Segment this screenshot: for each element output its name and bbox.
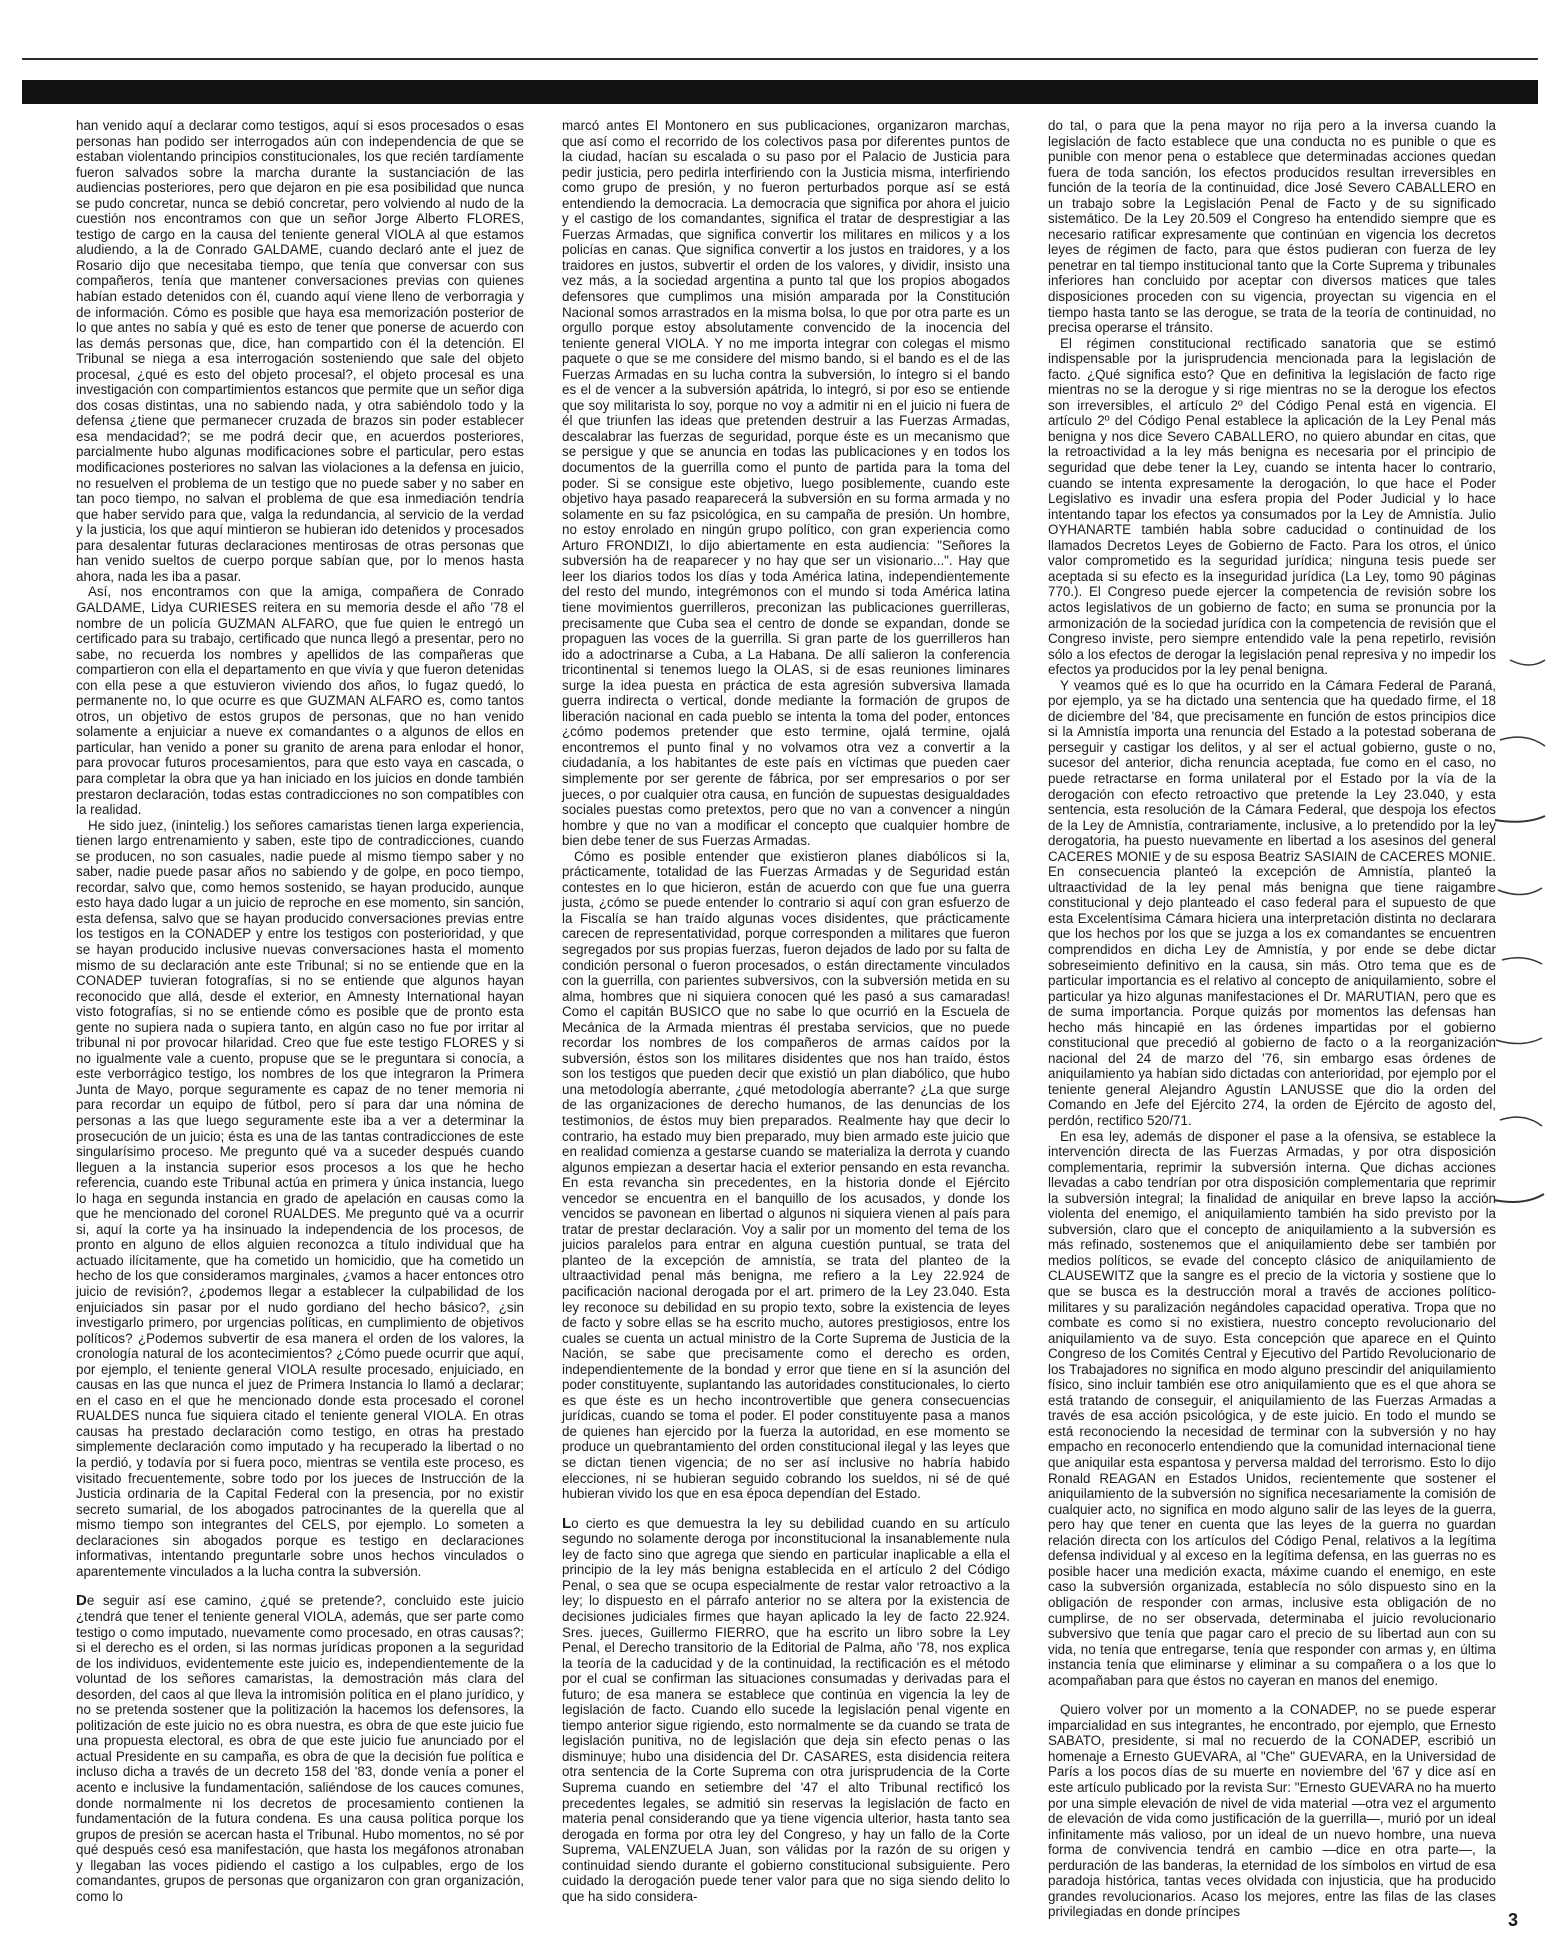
column-1 [76, 118, 524, 1904]
paragraph: En esa ley, además de disponer el pase a la ofensiva, se establece la intervención directa de las Fuerzas Armadas, y por otra disposición complementaria, reprimir la subversión interna. Que dichas acciones llevadas a cabo tendrían por otra disposición complementaria que reprimir la subversión integral; la finalidad de aniquilar en breve lapso la acción violenta del enemigo, el aniquilamiento también ha sido previsto por la subversión, claro que el concepto de aniquilamiento a la subversión es más refinado, sostenemos que el aniquilamiento debe ser también por medios políticos, se evade del concepto clásico de aniquilamiento de CLAUSEWITZ que la sangre es el precio de la victoria y sostiene que lo que se busca es la destrucción moral a través de acciones político-militares y su paralización negándoles capacidad operativa. Tropa que no combate es como si no existiera, nuestro concepto revolucionario del aniquilamiento va de suyo. Esta concepción que aparece en el Quinto Congreso de los Comités Central y Ejecutivo del Partido Revolucionario de los Trabajadores no significa en modo alguno prescindir del aniquilamiento físico, sino incluir también ese otro aniquilamiento que es el que ahora se está tratando de conseguir, el aniquilamiento de las Fuerzas Armadas a través de esa acción psicológica, y de este juicio. En todo el mundo se está reconociendo la necesidad de terminar con la subversión y no hay empacho en reconocerlo entendiendo que la comunidad internacional tiene que aniquilar esta espantosa y perversa maldad del terrorismo. Esto lo dijo Ronald REAGAN en Estados Unidos, recientemente que sostener el aniquilamiento de la subversión no significa necesariamente la comisión de cualquier acto, no significa en modo alguno salir de las leyes de la guerra, pero hay que tener en cuenta que las leyes de la guerra no guardan relación directa con los artículos del Código Penal, relativos a la legítima defensa individual y al exceso en la legítima defensa, en las guerras no es posible hacer una medición exacta, máxime cuando el enemigo, en este caso la subversión organizada, establecía no sólo dispuesto sino en la obligación de responder con armas, inclusive esta obligación de no cumplirse, de no ser observada, determinaba el juicio revolucionario subversivo que tenía que pagar caro el precio de su libertad aun con su vida, no tenía que entregarse, tenía que responder con armas y, en última instancia tenía que eliminarse y eliminar a su compañera o a los que lo acompañaban para que éstos no cayeran en manos del enemigo. [1048, 1128, 1496, 1688]
column-2 [562, 118, 1010, 1904]
paragraph: han venido aquí a declarar como testigos, aquí si esos procesados o esas personas han podido ser interrogados aún con independencia de que se estaban violentando principios constitucionales, los que recién tardíamente fueron salvados sobre la marcha durante la sustanciación de las audiencias posteriores, pero que dejaron en pie esa posibilidad que nunca se pudo concretar, nunca se debió concretar, pero volviendo al nudo de la cuestión nos encontramos con que un señor Jorge Alberto FLORES, testigo de cargo en la causa del teniente general VIOLA al que estamos aludiendo, a la de Conrado GALDAME, cuando declaró ante el juez de Rosario dijo que necesitaba tiempo, que tenía que conversar con sus compañeros, tenía que mantener conversaciones previas con quienes habían estado detenidos con él, cuando aquí viene lleno de verborragia y de información. Cómo es posible que haya esa memorización posterior de lo que antes no sabía y qué es esto de tener que ponerse de acuerdo con las demás personas que, dice, han compartido con él la detención. El Tribunal se niega a esa interrogación sosteniendo que sale del objeto procesal, ¿qué es esto del objeto procesal?, el objeto procesal es una investigación con compartimientos estancos que permite que un señor diga dos cosas distintas, una no sabiendo nada, y otra sabiéndolo todo y la defensa ¿tiene que permanecer cruzada de brazos sin poder establecer esa mendacidad?; se me podrá decir que, en acuerdos posteriores, parcialmente hubo algunas modificaciones sobre el particular, pero estas modificaciones posteriores no salvan las violaciones a la defensa en juicio, no resuelven el problema de un testigo que no puede saber y no saber en tan poco tiempo, no salvan el problema de que esa inmediación tendría que haber servido para que, valga la redundancia, al servicio de la verdad y la justicia, los que aquí mintieron se hubieran ido detenidos y procesados para desalentar futuras declaraciones mentirosas de otras personas que han venido sueltos de cuerpo porque sabían que, por lo menos hasta ahora, nada les iba a pasar. [76, 118, 524, 584]
paragraph: De seguir así ese camino, ¿qué se pretende?, concluido este juicio ¿tendrá que tener el teniente general VIOLA, además, que ser parte como testigo o como imputado, nuevamente como procesado, en otras causas?; si el derecho es el orden, si las normas jurídicas proponen a la seguridad de los individuos, evidentemente este juicio es, independientemente de la voluntad de los señores camaristas, la demostración más clara del desorden, del caos al que lleva la intromisión política en el plano jurídico, y no se pretenda sostener que la politización la hacemos los defensores, la politización de este juicio no es obra nuestra, es obra de que este juicio fue una propuesta electoral, es obra de que este juicio fue anunciado por el actual Presidente en su campaña, es obra de que la decisión fue política e incluso dicha a través de un decreto 158 del '83, donde venía a poner el acento e inclusive la fundamentación, saliéndose de los cauces comunes, donde normalmente ni los decretos de procesamiento contienen la fundamentación de la futura condena. Es una causa política porque los grupos de presión se acercan hasta el Tribunal. Hubo momentos, no sé por qué después cesó esa manifestación, que hasta los megáfonos atronaban y llegaban las voces pidiendo el castigo a los culpables, ergo de los comandantes, grupos de personas que organizaron con gran organización, como lo [76, 1592, 524, 1904]
column-3 [1048, 118, 1496, 1920]
page-number: 3 [1507, 1910, 1518, 1930]
paragraph: Quiero volver por un momento a la CONADEP, no se puede esperar imparcialidad en sus integrantes, he encontrado, por ejemplo, que Ernesto SABATO, presidente, si mal no recuerdo de la CONADEP, escribió un homenaje a Ernesto GUEVARA, al "Che" GUEVARA, en la Universidad de París a los pocos días de su muerte en noviembre del '67 y dice así en este artículo publicado por la revista Sur: "Ernesto GUEVARA no ha muerto por una simple elevación de nivel de vida material —otra vez el argumento de elevación de vida como justificación de la guerrilla—, murió por un ideal infinitamente más valioso, por un ideal de un nuevo hombre, una nueva forma de convivencia tendrá en cambio —dice en otra parte—, la perduración de las banderas, la eternidad de los símbolos en virtud de esa paradoja histórica, tantas veces olvidada con injusticia, que ha producido grandes revolucionarios. Acaso los mejores, entre las filas de las clases privilegiadas en donde príncipes [1048, 1702, 1496, 1920]
paragraph: Así, nos encontramos con que la amiga, compañera de Conrado GALDAME, Lidya CURIESES reitera en su memoria desde el año '78 el nombre de un policía GUZMAN ALFARO, que fue quien le entregó un certificado para su trabajo, certificado que nunca llegó a presentar, pero no sabe, no recuerda los nombres y apellidos de las compañeras que compartieron con ella el departamento en que vivía y que fueron detenidas con ella pese a que estuvieron viviendo dos años, lo fugaz quedó, lo permanente no, lo que ocurre es que GUZMAN ALFARO es, como tantos otros, un objetivo de estos grupos de personas, que no han venido solamente a enjuiciar a nueve ex comandantes o a algunos de ellos en particular, han venido a poner su granito de arena para enlodar el honor, para provocar futuros procesamientos, para que esto vaya en cascada, o para completar la obra que ya han iniciado en los juicios en donde también prestaron declaración, todas estas contradicciones no son compatibles con la realidad. [76, 584, 524, 818]
margin-scribble-marks [1490, 640, 1560, 1340]
paragraph: He sido juez, (inintelig.) los señores camaristas tienen larga experiencia, tienen largo entrenamiento y saben, este tipo de contradicciones, cuando se producen, no son casuales, nadie puede al mismo tiempo saber y no saber, nadie puede pasar años no sabiendo y de golpe, en poco tiempo, recordar, salvo que, como hemos sostenido, se hayan producido, aunque esto haya dado lugar a un juicio de reproche en ese momento, sin sanción, esta defensa, salvo que se hayan producido conversaciones previas entre los testigos en la CONADEP y entre los testigos con posterioridad, y que se hayan producido inclusive nuevas conversaciones hasta el momento mismo de su declaración ante este Tribunal; si no se entiende que en la CONADEP tuvieran fotografías, si no se entiende que algunos hayan reconocido que allá, desde el exterior, en Amnesty International hayan visto fotografías, si no se entiende cómo es posible que de pronto esta gente no supiera nada o supiera tanto, en algún caso no fue por irritar al tribunal ni por provocar hilaridad. Creo que fue este testigo FLORES y si no igualmente vale a cuento, propuse que se le preguntara si conocía, a este verborrágico testigo, los nombres de los que integraron la Primera Junta de Mayo, porque seguramente es capaz de no tener memoria ni para recordar un equipo de fútbol, pero sí para dar una nómina de personas a las que luego seguramente este iba a ver a determinar la prosecución de un juicio; ésta es una de las tantas contradicciones de este singularísimo proceso. Me pregunto qué va a suceder después cuando lleguen a la instancia superior esos procesos a los que he hecho referencia, cuando este Tribunal actúa en primera y única instancia, luego lo haga en segunda instancia en grado de apelación en causas como la que he mencionado del coronel RUALDES. Me pregunto qué va a ocurrir si, aquí la corte ya ha insinuado la independencia de los procesos, de pronto en alguno de ellos alguien reconozca a título individual que ha actuado ilícitamente, que ha cometido un homicidio, que ha cometido un hecho de los que consideramos marginales, ¿vamos a hacer entonces otro juicio de revisión?, ¿podemos llegar a establecer la culpabilidad de los enjuiciados sin pasar por el nudo gordiano del hecho básico?, ¿sin investigarlo primero, por urgencias políticas, en cumplimiento de objetivos políticos? ¿Podemos subvertir de esa manera el orden de los valores, la cronología natural de los acontecimientos? ¿Cómo puede ocurrir que aquí, por ejemplo, el teniente general VIOLA resulte procesado, enjuiciado, en causas en las que nunca el juez de Primera Instancia lo llamó a declarar; en el caso en el que he mencionado donde esta procesado el coronel RUALDES nunca fue siquiera citado el teniente general VIOLA. En otras causas ha prestado declaración como testigo, en otras ha prestado simplemente declaración como imputado y ha recuperado la libertad o no la perdió, y todavía por si fuera poco, mientras se ventila este proceso, es visitado frecuentemente, sobre todo por los jueces de Instrucción de la Justicia ordinaria de la Capital Federal con la presencia, por no existir secreto sumarial, de los abogados patrocinantes de la querella que al mismo tiempo son integrantes del CELS, por ejemplo. Lo someten a declaraciones sin abogados porque es testigo en declaraciones informativas, intentando preguntarle sobre unos hechos vinculados o aparentemente vinculados a la lucha contra la subversión. [76, 817, 524, 1579]
paragraph: marcó antes El Montonero en sus publicaciones, organizaron marchas, que así como el recorrido de los colectivos pasa por diferentes puntos de la ciudad, hacían su escalada o su paso por el Palacio de Justicia para pedir justicia, pero pedirla interfiriendo con la Justicia misma, interfiriendo como grupo de presión, y no fueron perturbados porque así se está entendiendo la democracia. La democracia que significa por ahora el juicio y el castigo de los comandantes, significa el tratar de desprestigiar a las Fuerzas Armadas, que significa convertir los militares en milicos y a los policías en canas. Que significa convertir a los justos en traidores, y a los traidores en justos, subvertir el orden de los valores, y dividir, insisto una vez más, a la sociedad argentina a punto tal que los propios abogados defensores que cumplimos una misión amparada por la Constitución Nacional somos arrastrados en la misma bolsa, lo que por otra parte es un orgullo porque estoy absolutamente convencido de la inocencia del teniente general VIOLA. Y no me importa integrar con colegas el mismo paquete o que se me considere del mismo bando, si el bando es el de las Fuerzas Armadas en su lucha contra la subversión, lo íntegro si el bando es el de vencer a la subversión apátrida, lo integró, si por eso se entiende que soy militarista lo soy, porque no voy a admitir ni en el juicio ni fuera de él que triunfen las ideas que pretenden destruir a las Fuerzas Armadas, descalabrar las fuerzas de seguridad, porque éste es un mecanismo que se persigue y que se anuncia en todas las publicaciones y en todos los documentos de la guerrilla como el punto de partida para la toma del poder. Si se consigue este objetivo, luego posiblemente, cuando este objetivo haya pasado reaparecerá la subversión en su forma armada y no solamente en su faz psicológica, en su campaña de presión. Un hombre, no estoy enrolado en ningún grupo político, con gran experiencia como Arturo FRONDIZI, lo dijo abiertamente en esta audiencia: "Señores la subversión ha de reaparecer y no hay que ser un visionario...". Hay que leer los diarios todos los días y toda América latina, independientemente del resto del mundo, integrémonos con el mundo si toda América latina tiene movimientos guerrilleros, preconizan las publicaciones guerrilleras, precisamente que Cuba sea el centro de donde se expandan, donde se propaguen las voces de la guerrilla. Si gran parte de los guerrilleros han ido a adoctrinarse a Cuba, a La Habana. De allí salieron la conferencia tricontinental si tenemos luego la OLAS, si de esas reuniones liminares surge la idea puesta en práctica de esta agresión subversiva llamada guerra indirecta o vertical, donde mediante la formación de grupos de liberación nacional en cada pueblo se intenta la toma del poder, entonces ¿cómo podemos pretender que esto termine, ojalá termine, ojalá encontremos el punto final y no volvamos otra vez a convertir a la ciudadanía, a los habitantes de este país en víctimas que pueden caer simplemente por ser gerente de fábrica, por ser empresarios o por ser jueces, o por cualquier otra causa, en función de supuestas desigualdades sociales puestas como pretextos, pero que no van a convencer a ningún hombre y que no van a modificar el concepto que cualquier hombre de bien debe tener de sus Fuerzas Armadas. [562, 118, 1010, 849]
paragraph: El régimen constitucional rectificado sanatoria que se estimó indispensable por la jurisprudencia mencionada para la legislación de facto. ¿Qué significa esto? Que en definitiva la legislación de facto rige mientras no se la derogue y si rige mientras no se la derogue los efectos son irreversibles, el artículo 2º del Código Penal está en vigencia. El artículo 2º del Código Penal establece la aplicación de la Ley Penal más benigna y nos dice Severo CABALLERO, no quiero abundar en citas, que la retroactividad a la ley más benigna es necesaria por el principio de seguridad que debe tener la Ley, cuando se intenta hacer lo contrario, cuando se intenta expresamente la derogación, lo que hace el Poder Legislativo es invadir una esfera propia del Poder Judicial y lo hace intentando tapar los efectos ya consumados por la Ley de Amnistía. Julio OYHANARTE también habla sobre caducidad o continuidad de los llamados Decretos Leyes de Gobierno de Facto. Para los otros, el único valor comprometido es la seguridad jurídica; ninguna tesis puede ser aceptada si su efecto es la inseguridad jurídica (La Ley, tomo 90 páginas 770.). El Congreso puede ejercer la competencia de revisión sobre los actos legislativos de un gobierno de facto; en suma se pronuncia por la armonización de la sociedad jurídica con la competencia de revisión que el Congreso inviste, pero siempre entendido vale la pena repetirlo, revisión sólo a los efectos de derogar la legislación penal represiva y no impedir los efectos ya producidos por la ley penal benigna. [1048, 335, 1496, 678]
header-band [22, 80, 1538, 104]
top-rule [22, 58, 1538, 60]
paragraph: Y veamos qué es lo que ha ocurrido en la Cámara Federal de Paraná, por ejemplo, ya se ha dictado una sentencia que ha quedado firme, el 18 de diciembre del '84, que precisamente en función de estos principios dice si la Amnistía importa una renuncia del Estado a la potestad soberana de perseguir y castigar los delitos, y al ser el actual gobierno, guste o no, sucesor del anterior, dicha renuncia aceptada, fue como en el caso, no puede retractarse en forma unilateral por el Estado por la vía de la derogación con efecto retroactivo que pretende la Ley 23.040, y esta sentencia, esta resolución de la Cámara Federal, que despoja los efectos de la Ley de Amnistía, contrariamente, inclusive, a lo pretendido por la ley derogatoria, ha puesto nuevamente en libertad a los asesinos del general CACERES MONIE y de su esposa Beatriz SASIAIN de CACERES MONIE. En consecuencia planteó la excepción de Amnistía, planteó la ultraactividad de la ley penal más benigna que tiene raigambre constitucional y dejo planteado el caso federal para el supuesto de que esta Excelentísima Cámara hiciera una interpretación distinta no declarara que los hechos por los que se juzga a los ex comandantes se encuentren comprendidos en dicha Ley de Amnistía, y por ende se debe dictar sobreseimiento definitivo en la causa, sin más. Otro tema que es de particular importancia es el relativo al concepto de aniquilamiento, sobre el particular ya hizo algunas manifestaciones el Dr. MARUTIAN, pero que es de suma importancia. Porque quizás por momentos las defensas han hecho más hincapié en las órdenes impartidas por el gobierno constitucional que precedió al gobierno de facto o a la reorganización nacional del 24 de marzo del '76, sin embargo esas órdenes de aniquilamiento ya habían sido dictadas con anterioridad, por ejemplo por el teniente general Alejandro Agustín LANUSSE que dio la orden del Comando en Jefe del Ejército 274, la orden de Ejército de agosto del, perdón, rectifico 520/71. [1048, 677, 1496, 1128]
article-body [76, 118, 1496, 1920]
paragraph: Lo cierto es que demuestra la ley su debilidad cuando en su artículo segundo no solamente deroga por inconstitucional la insanablemente nula ley de facto sino que agrega que siendo en particular inaplicable a ella el principio de la ley más benigna establecida en el artículo 2 del Código Penal, o sea que se ocupa especialmente de restar valor retroactivo a la ley; lo dispuesto en el párrafo anterior no se altera por la existencia de decisiones judiciales firmes que hayan aplicado la ley de facto 22.924. Sres. jueces, Guillermo FIERRO, que ha escrito un libro sobre la Ley Penal, el Derecho transitorio de la Editorial de Palma, año '78, nos explica la teoría de la caducidad y de la continuidad, la rectificación es el método por el cual se confirman las situaciones consumadas y derivadas para el futuro; de esa manera se establece que continúa en vigencia la ley de legislación de facto. Cuando ello sucede la legislación penal vigente en tiempo anterior sigue rigiendo, esto normalmente se da cuando se trata de legislación punitiva, no de legislación que deja sin efecto penas o las disminuye; hubo una disidencia del Dr. CASARES, esta disidencia reitera otra sentencia de la Corte Suprema con otra jurisprudencia de la Corte Suprema cuando en setiembre del '47 el alto Tribunal rectificó los precedentes legales, se admitió sin reservas la legislación de facto en materia penal considerando que ya tiene vigencia ulterior, hasta tanto sea derogada en forma por otra ley del Congreso, y hay un fallo de la Corte Suprema, VALENZUELA Juan, son válidas por la razón de su origen y continuidad siendo durante el gobierno constitucional subsiguiente. Pero cuidado la derogación puede tener valor para que no siga siendo delito lo que ha sido considera- [562, 1514, 1010, 1904]
paragraph: do tal, o para que la pena mayor no rija pero a la inversa cuando la legislación de facto establece que una conducta no es punible o que es punible con menor pena o establece que determinadas acciones quedan fuera de toda sanción, los efectos producidos resultan irreversibles en función de la teoría de la continuidad, dice José Severo CABALLERO en un trabajo sobre la Legislación Penal de Facto y de su significado sistemático. De la Ley 20.509 el Congreso ha entendido siempre que es necesario ratificar expresamente que continúan en vigencia los decretos leyes de régimen de facto, para que éstos pudieran con fuerza de ley penetrar en tal tiempo institucional tanto que la Corte Suprema y tribunales inferiores han concluido por aceptar con diversos matices que tales disposiciones proceden con su vigencia, proyectan su vigencia en el tiempo hasta tanto se las derogue, se trata de la teoría de continuidad, no precisa operarse el tránsito. [1048, 118, 1496, 336]
paragraph: Cómo es posible entender que existieron planes diabólicos si la, prácticamente, totalidad de las Fuerzas Armadas y de Seguridad están contestes en lo que hicieron, están de acuerdo con que fue una guerra justa, ¿cómo se puede entender lo contrario si aquí con gran esfuerzo de la Fiscalía se han traído algunas voces disidentes, que prácticamente carecen de representatividad, porque corresponden a militares que fueron segregados por sus propias fuerzas, fueron dejados de lado por su falta de condición personal o fueron procesados, o están directamente vinculados con la guerrilla, con parientes subversivos, con la subversión metida en su alma, hombres que ni siquiera conocen qué les pasó a sus camaradas! Como el capitán BUSICO que no sabe lo que ocurrió en la Escuela de Mecánica de la Armada mientras él prestaba servicios, que no puede recordar los nombres de los compañeros de armas caídos por la subversión, éstos son los militares disidentes que nos han traído, éstos son los testigos que pueden decir que existió un plan diabólico, que hubo una metodología aberrante, ¿qué metodología aberrante? ¿La que surge de las organizaciones de derecho humanos, de las denuncias de los testimonios, de éstos muy bien preparados. Realmente hay que decir lo contrario, ha estado muy bien preparado, muy bien armado este juicio que en realidad comienza a gestarse cuando se materializa la derrota y cuando algunos empiezan a desertar hacia el exterior pensando en esta revancha. En esta revancha sin precedentes, en la historia donde el Ejército vencedor se encuentra en el banquillo de los acusados, y donde los vencidos se pavonean en libertad o algunos ni siquiera vienen al país para tratar de prestar declaración. Voy a salir por un momento del tema de los juicios paralelos para entrar en alguna cuestión puntual, se trata del planteo de la excepción de amnistía, se trata del planteo de la ultraactividad penal más benigna, me refiero a la Ley 22.924 de pacificación nacional derogada por el art. primero de la Ley 23.040. Esta ley reconoce su debilidad en su propio texto, sobre la existencia de leyes de facto y sobre ellas se ha escrito mucho, autores prestigiosos, entre los cuales se cuenta un actual ministro de la Corte Suprema de Justicia de la Nación, se sabe que precisamente como el derecho es orden, independientemente de la bondad y error que tiene en sí la asunción del poder constituyente, suplantando las autoridades constitucionales, lo cierto es que éste es un hecho incontrovertible que genera consecuencias jurídicas, cuando se toma el poder. El poder constituyente pasa a manos de quienes han ejercido por la fuerza la autoridad, en ese momento se produce un quebrantamiento del orden constitucional ilegal y las leyes que se dictan tienen vigencia; de no ser así inclusive no habría habido elecciones, ni se hubieran seguido cobrando los sueldos, ni sé de qué hubieran vivido los que en esa época dependían del Estado. [562, 848, 1010, 1502]
